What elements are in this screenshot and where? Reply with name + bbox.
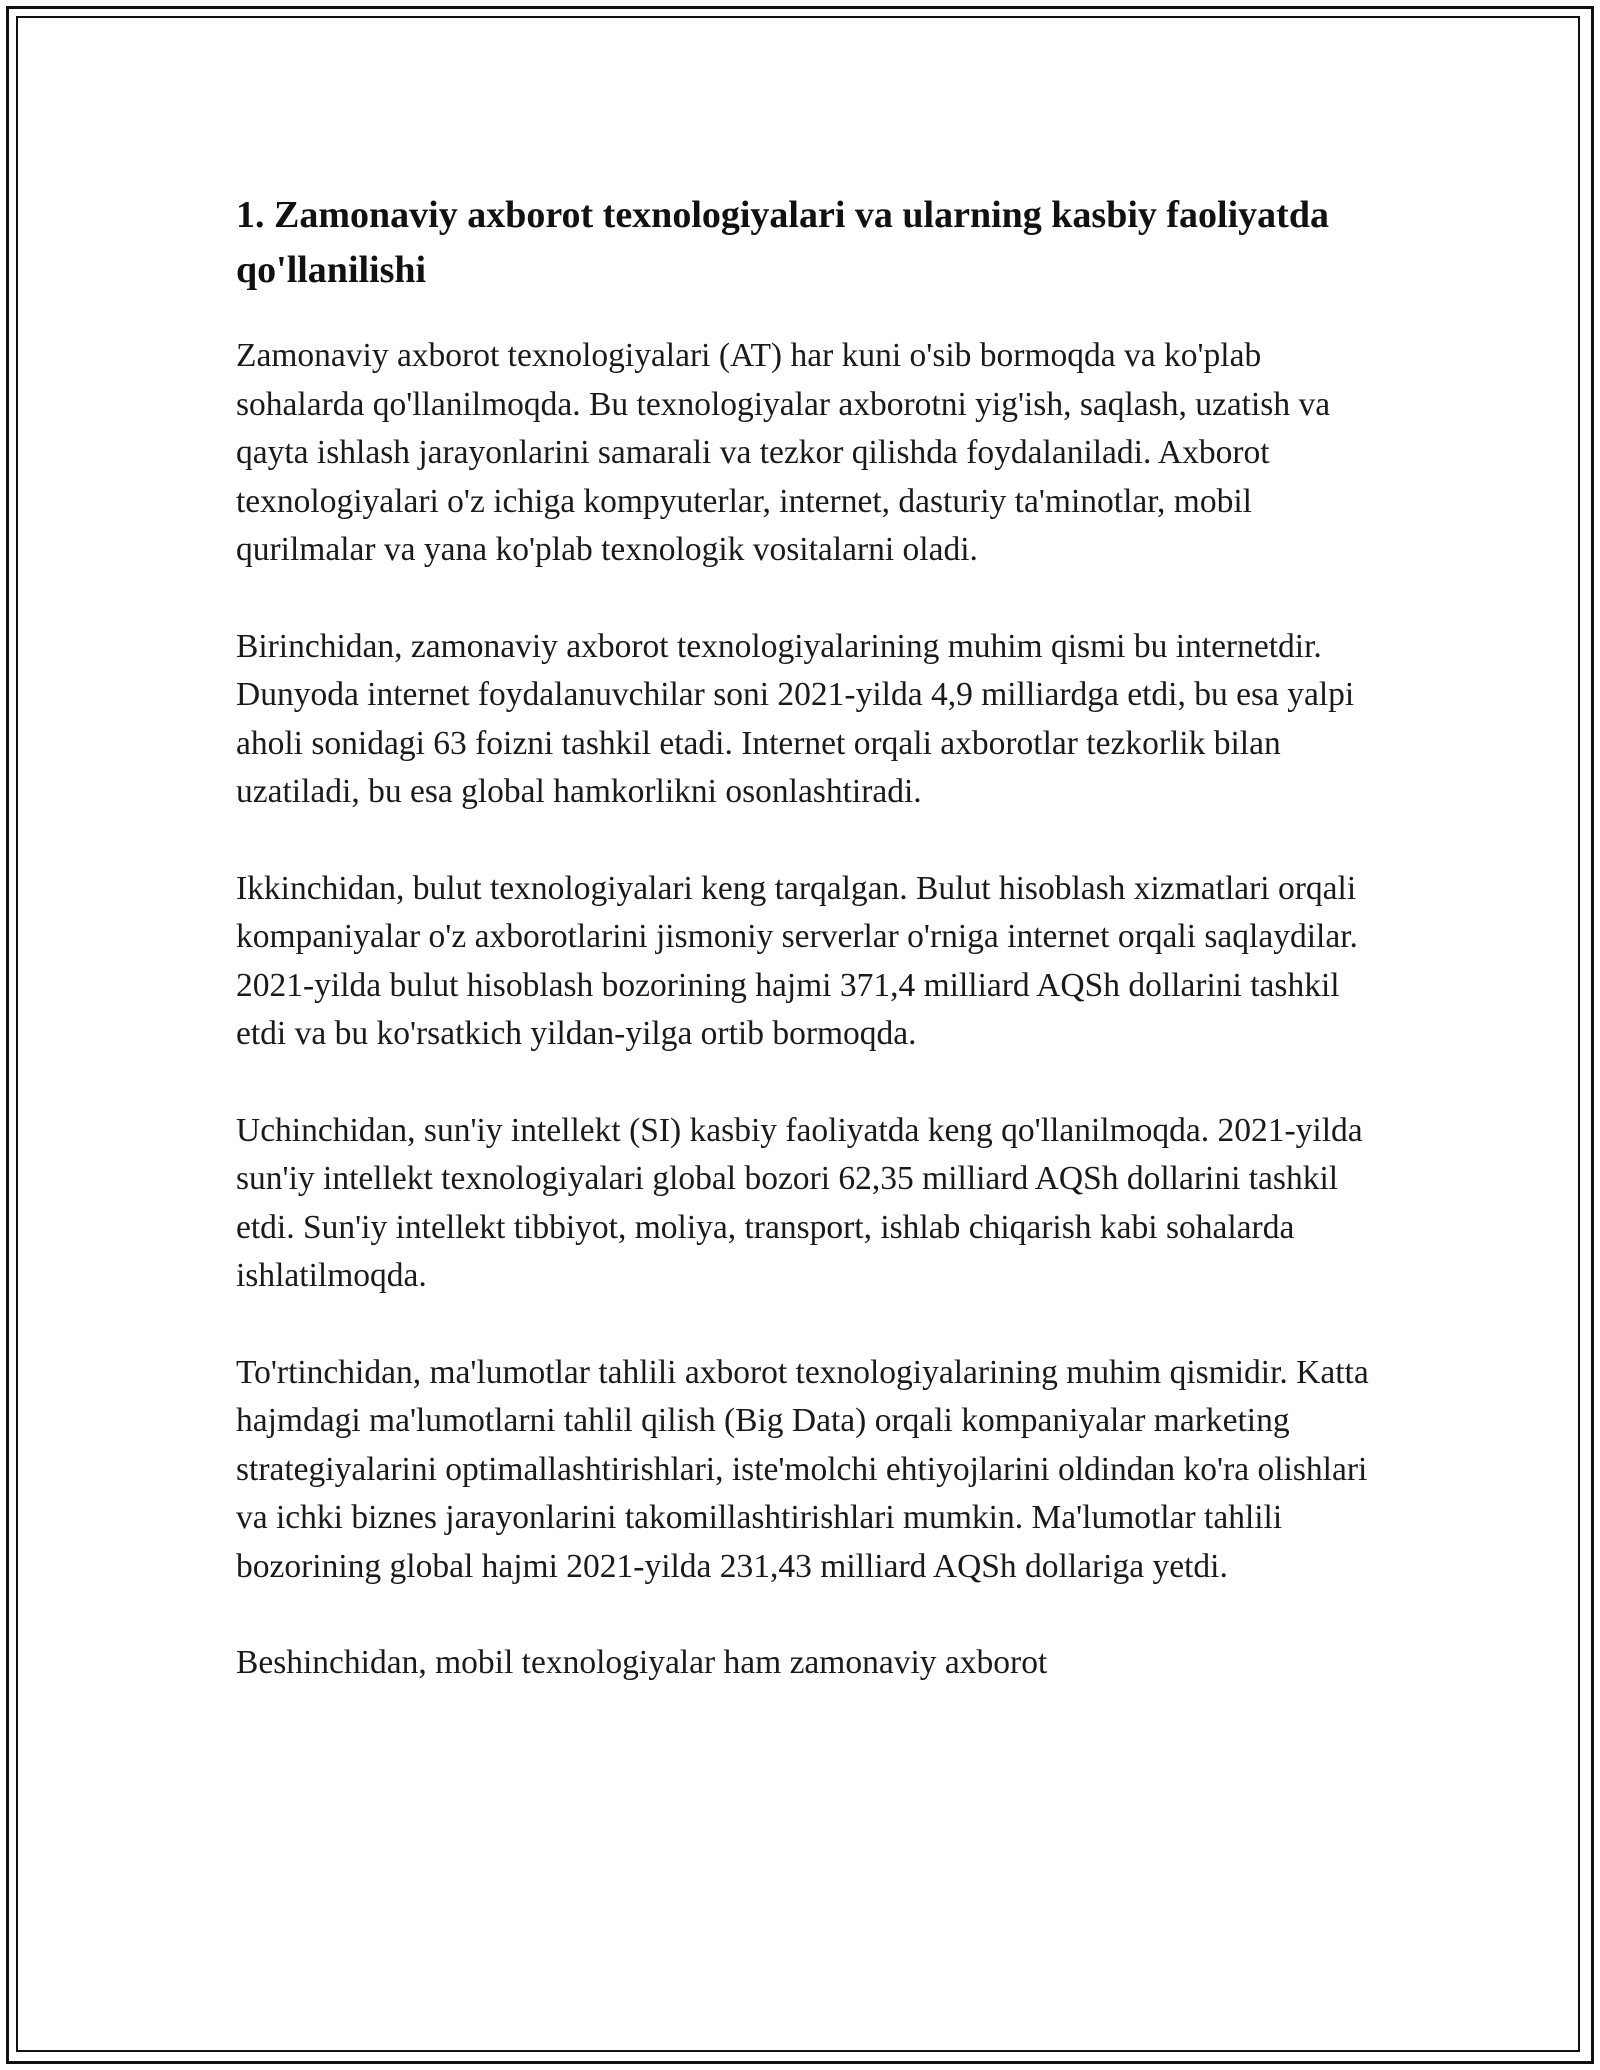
paragraph-internet: Birinchidan, zamonaviy axborot texnologiyalarining muhim qismi bu internetdir. Dunyoda internet foydalanuvchilar soni 2021-yilda 4,9 milliardga etdi, bu esa yalpi aholi sonidagi 63 foizni tashkil etadi. Internet orqali axborotlar tezkorlik bilan uzatiladi, bu esa global hamkorlikni osonlashtiradi.: [236, 627, 1355, 810]
paragraph-data-analysis: To'rtinchidan, ma'lumotlar tahlili axborot texnologiyalarining muhim qismidir. Katta hajmdagi ma'lumotlarni tahlil qilish (Big Data) orqali kompaniyalar marketing strategiyalarini optimallashtirishlari, iste'molchi ehtiyojlarini oldindan ko'ra olishlari va ichki biznes jarayonlarini takomillashtirishlari mumkin. Ma'lumotlar tahlili bozorining global hajmi 2021-yilda 231,43 milliard AQSh dollariga yetdi.: [236, 1353, 1369, 1585]
paragraph-ai: Uchinchidan, sun'iy intellekt (SI) kasbiy faoliyatda keng qo'llanilmoqda. 2021-yilda sun'iy intellekt texnologiyalari global bozori 62,35 milliard AQSh dollarini tashkil etdi. Sun'iy intellekt tibbiyot, moliya, transport, ishlab chiqarish kabi sohalarda ishlatilmoqda.: [236, 1111, 1363, 1294]
paragraph-cloud: Ikkinchidan, bulut texnologiyalari keng tarqalgan. Bulut hisoblash xizmatlari orqali kompaniyalar o'z axborotlarini jismoniy serverlar o'rniga internet orqali saqlaydilar. 2021-yilda bulut hisoblash bozorining hajmi 371,4 milliard AQSh dollarini tashkil etdi va bu ko'rsatkich yildan-yilga ortib bormoqda.: [236, 869, 1358, 1052]
document-body: [236, 188, 1376, 1736]
document-title: 1. Zamonaviy axborot texnologiyalari va ularning kasbiy faoliyatda qo'llanilishi: [236, 194, 1329, 291]
paragraph-mobile: Beshinchidan, mobil texnologiyalar ham zamonaviy axborot: [236, 1644, 1048, 1681]
paragraph-intro: Zamonaviy axborot texnologiyalari (AT) har kuni o'sib bormoqda va ko'plab sohalarda qo'llanilmoqda. Bu texnologiyalar axborotni yig'ish, saqlash, uzatish va qayta ishlash jarayonlarini samarali va tezkor qilishda foydalaniladi. Axborot texnologiyalari o'z ichiga kompyuterlar, internet, dasturiy ta'minotlar, mobil qurilmalar va yana ko'plab texnologik vositalarni oladi.: [236, 337, 1331, 568]
